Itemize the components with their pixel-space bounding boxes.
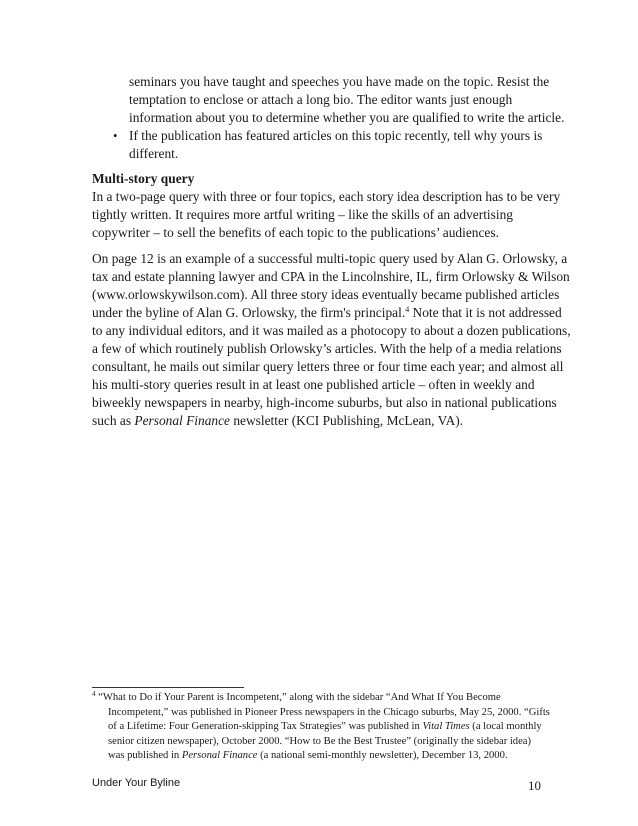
paragraph-line (92, 304, 562, 322)
footnote-line: senior citizen newspaper), October 2000. “How to Be the Best Trustee” (originally the sidebar idea) (108, 735, 532, 747)
footnote-text: “What to Do if Your Parent is Incompetent,” along with the sidebar “And What If You Become (95, 692, 501, 703)
bullet-continuation-line: seminars you have taught and speeches you have made on the topic. Resist the (129, 74, 550, 89)
paragraph-line: biweekly newspapers in nearby, high-income suburbs, but also in national publications (92, 395, 557, 410)
paragraph-line: his multi-story queries result in at least one published article – often in weekly and (92, 377, 535, 392)
paragraph-line: to any individual editors, and it was mailed as a photocopy to about a dozen publications, (92, 323, 571, 338)
footnote-text: (a local monthly (469, 721, 542, 732)
bullet-item-line: If the publication has featured articles on this topic recently, tell why yours is (129, 128, 543, 143)
publication-title: Personal Finance (134, 413, 230, 428)
paragraph-line: consultant, he mails out similar query letters three or four time each year; and almost all (92, 359, 564, 374)
footnote-separator (92, 687, 244, 688)
publication-title: Personal Finance (181, 750, 258, 761)
footnote-line: Incompetent,” was published in Pioneer Press newspapers in the Chicago suburbs, May 25, 2000. “Gifts (108, 706, 550, 718)
footnote-line (108, 749, 508, 764)
paragraph-line: On page 12 is an example of a successful multi-topic query used by Alan G. Orlowsky, a (92, 251, 568, 266)
footnote-reference: 4 (405, 305, 410, 314)
paragraph-line: In a two-page query with three or four topics, each story idea description has to be very (92, 189, 561, 204)
section-heading: Multi-story query (92, 171, 195, 186)
paragraph-line: copywriter – to sell the benefits of each topic to the publications’ audiences. (92, 225, 499, 240)
footnote-text: (a national semi-monthly newsletter), December 13, 2000. (257, 750, 508, 761)
page-number: 10 (528, 778, 541, 793)
paragraph-text: Note that it is not addressed (409, 305, 562, 320)
publication-title: Vital Times (422, 721, 470, 732)
footnote-text: was published in (108, 750, 182, 761)
paragraph-line: (www.orlowskywilson.com). All three story ideas eventually became published articles (92, 287, 560, 302)
paragraph-text: such as (92, 413, 135, 428)
footer-title: Under Your Byline (92, 777, 181, 789)
paragraph-text: newsletter (KCI Publishing, McLean, VA). (229, 413, 464, 428)
footnote-line (108, 720, 542, 735)
paragraph-line (92, 412, 463, 430)
footnote-number: 4 (92, 690, 96, 698)
footnote-line (92, 691, 501, 706)
paragraph-line: tax and estate planning lawyer and CPA in the Lincolnshire, IL, firm Orlowsky & Wilson (92, 269, 570, 284)
bullet-continuation-line: information about you to determine whether you are qualified to write the article. (129, 110, 565, 125)
bullet-continuation-line: temptation to enclose or attach a long bio. The editor wants just enough (129, 92, 513, 107)
paragraph-line: a few of which routinely publish Orlowsky’s articles. With the help of a media relations (92, 341, 562, 356)
bullet-marker: • (113, 128, 118, 143)
footnote-text: of a Lifetime: Four Generation-skipping Tax Strategies” was published in (108, 721, 423, 732)
paragraph-text: under the byline of Alan G. Orlowsky, the firm's principal. (92, 305, 406, 320)
paragraph-line: tightly written. It requires more artful writing – like the skills of an advertising (92, 207, 513, 222)
bullet-item-line: different. (129, 146, 179, 161)
